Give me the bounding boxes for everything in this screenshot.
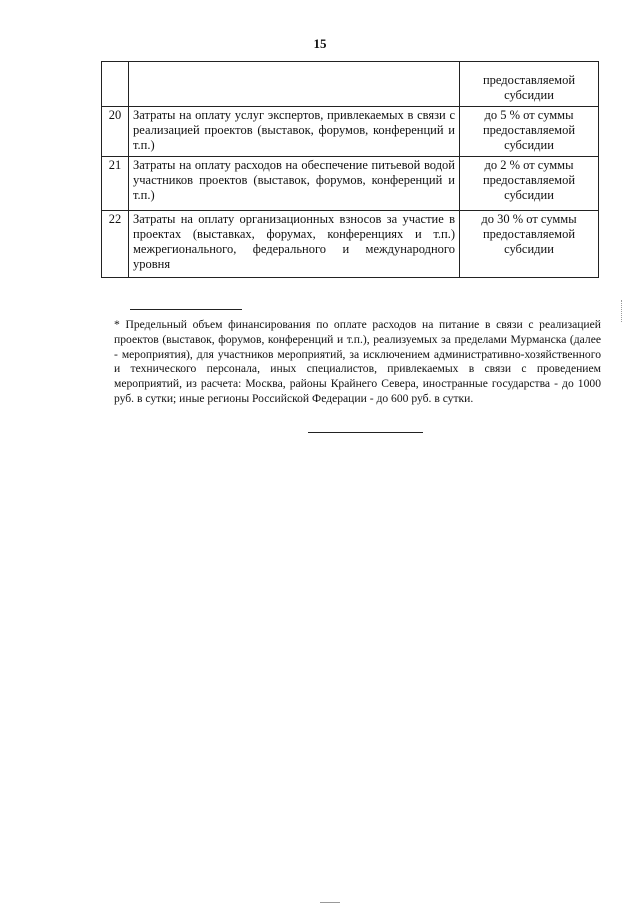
row-number-cell: 22 [102, 211, 129, 278]
limit-cell: до 5 % от суммы предоставляемой субсидии [460, 107, 599, 157]
scan-margin-mark [621, 300, 623, 322]
cost-description-cell [129, 62, 460, 107]
costs-table [101, 61, 599, 278]
row-number-cell: 21 [102, 157, 129, 211]
limit-cell: до 2 % от суммы предоставляемой субсидии [460, 157, 599, 211]
scan-bottom-mark [320, 902, 340, 903]
table-row [102, 107, 599, 157]
limit-cell: до 30 % от суммы предоставляемой субсидии [460, 211, 599, 278]
cost-description-cell: Затраты на оплату услуг экспертов, привлекаемых в связи с реализацией проектов (выставок, форумов, конференций и т.п.) [129, 107, 460, 157]
row-number-cell [102, 62, 129, 107]
table-row [102, 157, 599, 211]
limit-cell: предоставляемой субсидии [460, 62, 599, 107]
table-row-continued [102, 62, 599, 107]
cost-description-cell: Затраты на оплату расходов на обеспечение питьевой водой участников проектов (выставок, форумов, конференций и т.п.) [129, 157, 460, 211]
end-of-document-rule [308, 432, 423, 433]
table-row [102, 211, 599, 278]
page-number: 15 [313, 36, 327, 51]
footnote: * Предельный объем финансирования по оплате расходов на питание в связи с реализацией проектов (выставок, форумов, конференций и т.п.), реализуемых за пределами Мурманска (далее - мероприятия), для участников мероприятий, за исключением административно-хозяйственного и технического персонала, иных специалистов, привлекаемых в связи с проведением мероприятий, из расчета: Москва, районы Крайнего Севера, иностранные государства - до 1000 руб. в сутки; иные регионы Российской Федерации - до 600 руб. в сутки. [114, 318, 601, 405]
cost-description-cell: Затраты на оплату организационных взносов за участие в проектах (выставках, форумах, конференциях и т.п.) межрегионального, федерального и международного уровня [129, 211, 460, 278]
row-number-cell: 20 [102, 107, 129, 157]
footnote-separator [130, 309, 242, 310]
